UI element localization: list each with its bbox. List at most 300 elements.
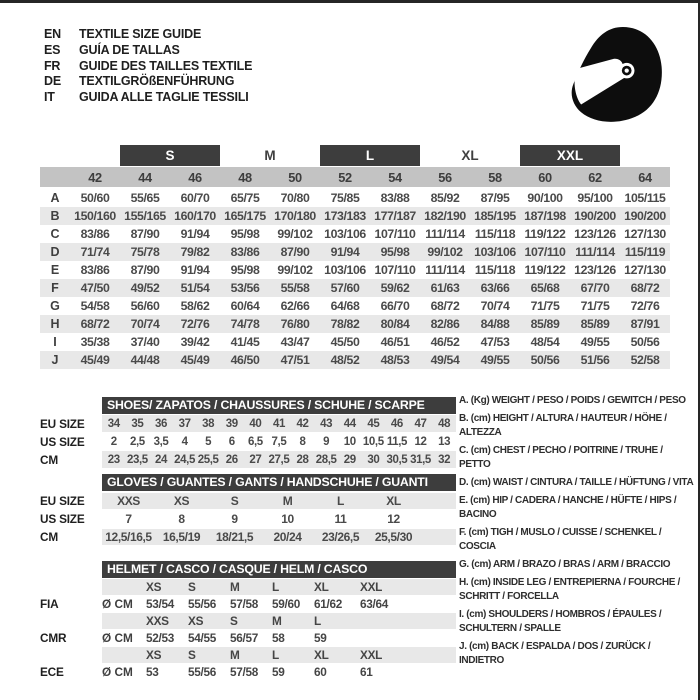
measurement-value: 47/50 [80,281,110,295]
measurement-value: 55/58 [280,281,310,295]
row-letter: I [53,335,57,349]
size-number: 44 [138,169,152,185]
helmet-values [102,630,456,646]
size-group-l: L [320,145,420,166]
shoes-value: 45 [367,417,380,430]
measurement-value: 62/66 [280,299,310,313]
measurement-value: 70/80 [280,191,310,205]
measurement-value: 173/183 [324,209,366,223]
shoes-value: 44 [343,417,356,430]
size-group-m: M [264,148,276,163]
shoes-value: 6 [228,435,235,448]
measurement-value: 49/52 [130,281,160,295]
shoes-value: 10,5 [362,435,384,448]
language-code: EN [44,27,61,41]
measurement-value: 72/76 [180,317,210,331]
gloves-value: 16,5/19 [162,530,201,544]
helmet-size-label: XL [314,648,329,662]
helmet-value: 59/60 [272,597,301,611]
helmet-size-label: XXL [360,648,383,662]
measurement-value: 52/58 [630,353,660,367]
measurement-value: 91/94 [330,245,360,259]
textile-size-table [40,145,670,369]
language-list [44,27,252,106]
measurement-value: 48/54 [530,335,560,349]
measurement-value: 37/40 [130,335,160,349]
measurement-value: 35/38 [80,335,110,349]
language-item [44,43,252,59]
helmet-size-label: L [272,580,279,594]
shoes-value: 27,5 [268,453,290,466]
row-letter: A [50,191,60,205]
shoes-value: 31,5 [410,453,431,466]
legend-item: I. (cm) SHOULDERS / HOMBROS / ÉPAULES / SCHULTERN / SPALLE [459,609,662,634]
measurement-value: 75/85 [330,191,360,205]
measurement-value: 78/82 [330,317,360,331]
measurement-value: 160/170 [174,209,216,223]
language-code: FR [44,58,61,73]
measurement-legend [459,394,694,672]
measurement-row-e [40,261,670,279]
gloves-value: 7 [125,512,132,526]
shoes-value: 41 [272,417,285,430]
size-number: 46 [188,169,202,185]
helmet-value-row-cmr [40,630,456,646]
helmet-value: 59 [314,631,327,645]
size-number: 60 [538,169,552,185]
measurement-value: 182/190 [424,209,466,223]
helmet-size-label: XL [314,580,329,594]
measurement-value: 58/62 [180,299,210,313]
shoes-value: 47 [414,417,427,430]
helmet-size-label: S [188,580,196,594]
helmet-standard-label: ECE [40,665,64,679]
shoes-rows [40,415,456,468]
measurement-value: 46/52 [430,335,460,349]
measurement-value: 185/195 [474,209,516,223]
legend-item: E. (cm) HIP / CADERA / HANCHE / HÜFTE / HIPS / BACINO [459,495,677,520]
measurement-value: 45/49 [80,353,110,367]
helmet-icon [568,25,666,122]
shoes-value: 30,5 [386,453,408,466]
helmet-values [102,664,456,680]
shoes-size-section [40,397,456,468]
language-code: IT [44,90,55,105]
measurement-value: 190/200 [574,209,616,223]
measurement-value: 53/56 [230,281,260,295]
shoes-row-label: US SIZE [40,434,85,449]
size-number: 50 [288,169,302,185]
measurement-value: 85/92 [430,191,460,205]
measurement-value: 54/58 [80,299,110,313]
measurement-row-j [40,351,670,369]
measurement-value: 57/60 [330,281,360,295]
measurement-value: 68/72 [630,281,660,295]
language-title: GUÍA DE TALLAS [79,42,180,57]
gloves-value: M [282,494,293,508]
measurement-value: 49/54 [430,353,460,367]
shoes-value: 30 [367,453,380,466]
language-title: TEXTILGRÖßENFÜHRUNG [79,74,235,89]
measurement-row-a [40,189,670,207]
measurement-value: 75/78 [130,245,160,259]
helmet-section-title: HELMET / CASCO / CASQUE / HELM / CASCO [102,561,456,578]
helmet-size-row-fia [40,579,456,595]
shoes-value: 48 [438,417,451,430]
helmet-value: 59 [272,665,285,679]
helmet-values [102,596,456,612]
helmet-size-label: L [272,648,279,662]
measurement-value: 83/86 [230,245,260,259]
size-number: 52 [338,169,352,185]
measurement-value: 61/63 [430,281,460,295]
helmet-rows [40,579,456,680]
shoes-cells [102,433,456,450]
shoes-value: 40 [249,417,262,430]
measurement-value: 177/187 [374,209,416,223]
helmet-value-row-ece [40,664,456,680]
row-letter: D [50,245,60,259]
measurement-value: 67/70 [580,281,610,295]
size-number: 64 [638,169,652,185]
shoes-value: 43 [320,417,333,430]
helmet-size-label: L [314,614,321,628]
size-number: 48 [238,169,252,185]
measurement-row-d [40,243,670,261]
measurement-value: 43/47 [280,335,310,349]
measurement-value: 45/49 [180,353,210,367]
shoes-value: 8 [299,435,306,448]
gloves-rows [40,493,456,545]
shoes-value: 27 [249,453,262,466]
helmet-size-labels [102,613,456,629]
shoes-value: 32 [438,453,451,466]
legend-item: D. (cm) WAIST / CINTURA / TAILLE / HÜFTUNG / VITA [459,477,694,489]
gloves-row-label: CM [40,530,58,544]
legend-item: C. (cm) CHEST / PECHO / POITRINE / TRUHE / PETTO [459,445,663,470]
measurement-value: 87/95 [480,191,510,205]
legend-item: F. (cm) TIGH / MUSLO / CUISSE / SCHENKEL / COSCIA [459,527,662,552]
shoes-value: 3,5 [153,435,169,448]
shoes-value: 23,5 [126,453,148,466]
row-letter: H [50,317,60,331]
helmet-value: 61/62 [314,597,343,611]
gloves-section-title: GLOVES / GUANTES / GANTS / HANDSCHUHE / GUANTI [102,474,456,491]
measurement-value: 119/122 [524,227,566,241]
language-code: ES [44,42,61,57]
shoes-value: 2 [110,435,117,448]
measurement-value: 70/74 [130,317,160,331]
measurement-value: 170/180 [274,209,316,223]
helmet-size-section [40,561,456,680]
measurement-value: 68/72 [430,299,460,313]
legend-item: G. (cm) ARM / BRAZO / BRAS / ARM / BRACCIO [459,559,671,571]
shoes-row-label: EU SIZE [40,416,85,431]
language-item [44,59,252,75]
shoes-row [40,415,456,432]
gloves-row [40,493,456,509]
measurement-value: 48/52 [330,353,360,367]
helmet-size-label: S [230,614,238,628]
shoes-value: 28 [296,453,309,466]
size-group-xl: XL [461,148,479,163]
measurement-value: 95/98 [230,263,260,277]
size-number: 54 [388,169,402,185]
row-letter: E [50,263,60,277]
helmet-size-label: S [188,648,196,662]
language-item [44,90,252,106]
measurement-value: 39/42 [180,335,210,349]
measurement-value: 127/130 [624,227,666,241]
measurement-value: 90/100 [527,191,563,205]
gloves-value: 8 [178,512,185,526]
shoes-value: 4 [181,435,188,448]
measurement-row-c [40,225,670,243]
gloves-value: 11 [334,512,347,526]
shoes-value: 25,5 [197,453,219,466]
gloves-cells [102,493,456,509]
helmet-value: 54/55 [188,631,217,645]
size-number: 62 [588,169,602,185]
measurement-value: 46/50 [230,353,260,367]
gloves-row [40,529,456,545]
shoes-value: 28,5 [315,453,337,466]
shoes-row [40,451,456,468]
measurement-value: 99/102 [277,227,313,241]
measurement-value: 80/84 [380,317,410,331]
shoes-value: 29 [343,453,356,466]
measurement-value: 65/75 [230,191,260,205]
shoes-value: 9 [323,435,330,448]
language-title: GUIDA ALLE TAGLIE TESSILI [79,90,249,105]
measurement-value: 76/80 [280,317,310,331]
measurement-value: 155/165 [124,209,166,223]
measurement-value: 150/160 [74,209,116,223]
measurement-value: 48/53 [380,353,410,367]
size-number-row [40,167,670,187]
measurement-value: 84/88 [480,317,510,331]
measurement-value: 47/51 [280,353,310,367]
legend-item: B. (cm) HEIGHT / ALTURA / HAUTEUR / HÖHE / ALTEZZA [459,413,667,438]
helmet-size-label: M [230,580,240,594]
helmet-value: 53 [146,665,159,679]
measurement-value: 79/82 [180,245,210,259]
shoes-value: 42 [296,417,309,430]
helmet-size-label: XXL [360,580,383,594]
measurement-value: 59/62 [380,281,410,295]
measurement-value: 51/56 [580,353,610,367]
measurement-value: 70/74 [480,299,510,313]
helmet-unit-label: Ø CM [102,631,133,645]
language-title: TEXTILE SIZE GUIDE [79,27,202,41]
measurement-value: 82/86 [430,317,460,331]
helmet-value: 63/64 [360,597,389,611]
shoes-value: 13 [438,435,451,448]
size-group-s: S [120,145,220,166]
measurement-row-g [40,297,670,315]
measurement-value: 83/88 [380,191,410,205]
helmet-size-label: XS [188,614,204,628]
gloves-value: 12 [387,512,400,526]
helmet-size-label: M [272,614,282,628]
shoes-value: 46 [390,417,403,430]
measurement-value: 46/51 [380,335,410,349]
helmet-standard-label: CMR [40,631,67,645]
shoes-value: 37 [178,417,191,430]
measurement-value: 44/48 [130,353,160,367]
helmet-unit-label: Ø CM [102,597,133,611]
shoes-value: 10 [343,435,356,448]
gloves-value: 9 [231,512,238,526]
helmet-standard-label: FIA [40,597,59,611]
measurement-value: 65/68 [530,281,560,295]
measurement-value: 83/86 [80,227,110,241]
measurement-value: 91/94 [180,227,210,241]
measurement-value: 47/53 [480,335,510,349]
measurement-value: 95/98 [230,227,260,241]
measurement-value: 107/110 [374,263,416,277]
measurement-value: 49/55 [580,335,610,349]
row-letter: C [50,227,60,241]
size-group-xxl: XXL [520,145,620,166]
measurement-value: 87/90 [280,245,310,259]
helmet-value: 53/54 [146,597,175,611]
helmet-value: 55/56 [188,597,217,611]
row-letter: F [51,281,59,295]
measurement-value: 103/106 [324,263,366,277]
legend-item: J. (cm) BACK / ESPALDA / DOS / ZURÜCK / INDIETRO [459,641,651,666]
measurement-value: 60/70 [180,191,210,205]
shoes-row-label: CM [40,452,58,467]
measurement-row-f [40,279,670,297]
shoes-value: 39 [225,417,238,430]
measurement-value: 74/78 [230,317,260,331]
size-group-spacer [620,145,670,166]
legend-item: A. (Kg) WEIGHT / PESO / POIDS / GEWITCH / PESO [459,395,686,406]
measurement-value: 111/114 [575,245,615,259]
measurement-value: 95/100 [577,191,613,205]
helmet-unit-label: Ø CM [102,665,133,679]
shoes-value: 24 [154,453,167,466]
measurement-value: 51/54 [180,281,210,295]
helmet-value-row-fia [40,596,456,612]
measurement-value: 41/45 [230,335,260,349]
measurement-value: 45/50 [330,335,360,349]
gloves-cells [102,511,456,527]
helmet-value: 60 [314,665,327,679]
language-item [44,27,252,43]
helmet-value: 52/53 [146,631,175,645]
shoes-value: 5 [205,435,212,448]
gloves-value: XS [173,494,190,508]
measurement-value: 50/56 [630,335,660,349]
language-code: DE [44,74,61,89]
shoes-value: 12 [414,435,427,448]
measurement-value: 127/130 [624,263,666,277]
helmet-value: 55/56 [188,665,217,679]
measurement-value: 119/122 [524,263,566,277]
helmet-size-row-cmr [40,613,456,629]
measurement-value: 123/126 [574,263,616,277]
helmet-size-label: M [230,648,240,662]
measurement-value: 190/200 [624,209,666,223]
measurement-value: 63/66 [480,281,510,295]
shoes-cells [102,451,456,468]
measurement-value: 105/115 [624,191,666,205]
measurement-value: 115/119 [624,245,666,259]
language-item [44,74,252,90]
helmet-value: 57/58 [230,597,259,611]
measurement-value: 165/175 [224,209,266,223]
gloves-cells [102,529,456,545]
gloves-value: 18/21,5 [215,530,254,544]
gloves-value: 23/26,5 [321,530,360,544]
gloves-value: 20/24 [273,530,302,544]
size-group-header-row [40,145,670,166]
shoes-row [40,433,456,450]
row-letter: J [51,353,59,367]
measurement-value: 83/86 [80,263,110,277]
size-number: 56 [438,169,452,185]
gloves-value: 25,5/30 [374,530,413,544]
measurement-value: 66/70 [380,299,410,313]
size-group-spacer [40,145,120,166]
measurement-row-b [40,207,670,225]
measurement-value: 107/110 [524,245,566,259]
gloves-row-label: US SIZE [40,512,85,526]
shoes-value: 24,5 [174,453,195,466]
measurement-value: 64/68 [330,299,360,313]
shoes-value: 6,5 [247,435,263,448]
measurement-value: 55/65 [130,191,160,205]
helmet-size-labels [102,647,456,663]
helmet-value: 58 [272,631,285,645]
measurement-value: 87/90 [130,263,160,277]
shoes-section-title: SHOES/ ZAPATOS / CHAUSSURES / SCHUHE / SCARPE [102,397,456,414]
gloves-value: 10 [281,512,294,526]
measurement-value: 103/106 [474,245,516,259]
size-number: 42 [88,169,102,185]
row-letter: G [50,299,60,313]
measurement-row-i [40,333,670,351]
measurement-value: 50/56 [530,353,560,367]
measurement-value: 91/94 [180,263,210,277]
shoes-value: 38 [202,417,215,430]
gloves-value: XXS [117,494,140,508]
language-title: GUIDE DES TAILLES TEXTILE [79,58,253,73]
measurement-value: 60/64 [230,299,260,313]
measurement-value: 71/74 [80,245,110,259]
helmet-size-label: XS [146,648,162,662]
measurement-value: 87/91 [630,317,660,331]
helmet-size-label: XXS [146,614,169,628]
helmet-size-label: XS [146,580,162,594]
measurement-value: 99/102 [277,263,313,277]
shoes-value: 26 [225,453,238,466]
measurement-value: 71/75 [530,299,560,313]
helmet-size-row-ece [40,647,456,663]
legend-item: H. (cm) INSIDE LEG / ENTREPIERNA / FOURCHE / SCHRITT / FORCELLA [459,577,680,602]
helmet-size-labels [102,579,456,595]
size-number: 58 [488,169,502,185]
shoes-value: 7,5 [271,435,287,448]
shoes-value: 35 [131,417,144,430]
gloves-value: L [337,494,344,508]
measurement-value: 68/72 [80,317,110,331]
measurement-value: 115/118 [474,227,516,241]
measurement-value: 95/98 [380,245,410,259]
measurement-value: 72/76 [630,299,660,313]
